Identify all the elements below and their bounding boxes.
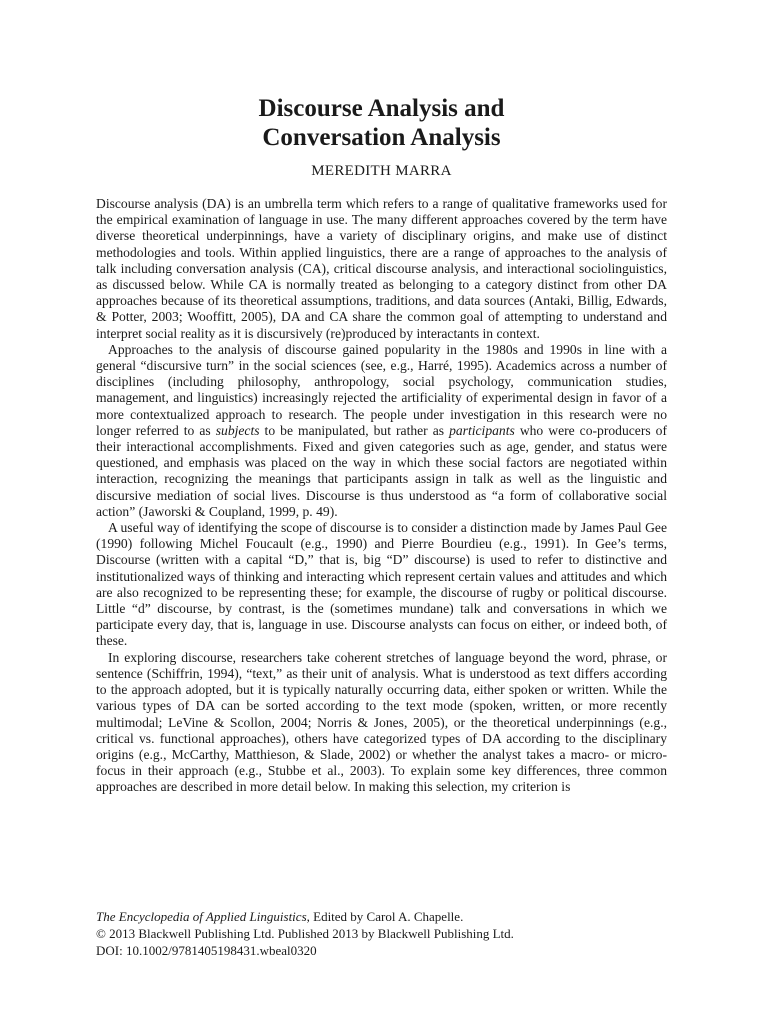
article-title <box>96 94 667 152</box>
title-line-1: Discourse Analysis and <box>258 95 505 122</box>
footer-citation <box>96 908 667 925</box>
paragraph-2 <box>96 342 667 520</box>
paragraph-text: A useful way of identifying the scope of discourse is to consider a distinction made by James Paul Gee (1990) following Michel Foucault (e.g., 1990) and Pierre Bourdieu (e.g., 1991). In Gee’s terms, Discourse (written with a capital “D,” that is, big “D” discourse) is used to refer to distinctive and institutionalized ways of thinking and interacting which represent certain values and attitudes and which are also recognized to be representing these; for example, the discourse of rugby or political discourse. Little “d” discourse, by contrast, is the (sometimes mundane) talk and conversations in which we participate every day, that is, language in use. Discourse analysts can focus on either, or indeed both, of these. <box>96 520 667 649</box>
title-line-2: Conversation Analysis <box>262 124 501 151</box>
paragraph-3 <box>96 520 667 650</box>
paragraph-1 <box>96 196 667 342</box>
paragraph-4 <box>96 650 667 796</box>
paragraph-text: In exploring discourse, researchers take coherent stretches of language beyond the word, phrase, or sentence (Schiffrin, 1994), “text,” as their unit of analysis. What is understood as text differs according to the approach adopted, but it is typically naturally occurring data, either spoken or written. While the various types of DA can be sorted according to the text mode (spoken, written, or more recently multimodal; LeVine & Scollon, 2004; Norris & Jones, 2005), or the theoretical underpinnings (e.g., critical vs. functional approaches), others have categorized types of DA according to the disciplinary origins (e.g., McCarthy, Matthieson, & Slade, 2002) or whether the analyst takes a macro- or micro-focus in their approach (e.g., Stubbe et al., 2003). To explain some key differences, three common approaches are described in more detail below. In making this selection, my criterion is <box>96 649 667 795</box>
publication-footer <box>96 908 667 959</box>
paragraph-text: to be manipulated, but rather as <box>259 422 450 438</box>
article-page <box>96 94 667 796</box>
footer-copyright: © 2013 Blackwell Publishing Ltd. Published 2013 by Blackwell Publishing Ltd. <box>96 926 514 941</box>
emphasized-term: participants <box>449 422 515 438</box>
paragraph-text: Discourse analysis (DA) is an umbrella term which refers to a range of qualitative frameworks used for the empirical examination of language in use. The many different approaches covered by the term have diverse theoretical underpinnings, have a variety of disciplinary origins, and make use of distinct methodologies and tools. Within applied linguistics, there are a range of approaches to the analysis of talk including conversation analysis (CA), critical discourse analysis, and interactional sociolinguistics, as discussed below. While CA is normally treated as belonging to a category distinct from other DA approaches because of its theoretical assumptions, traditions, and data sources (Antaki, Billig, Edwards, & Potter, 2003; Wooffitt, 2005), DA and CA share the common goal of attempting to understand and interpret social reality as it is discursively (re)produced by interactants in context. <box>96 196 667 341</box>
article-body <box>96 196 667 796</box>
footer-doi: DOI: 10.1002/9781405198431.wbeal0320 <box>96 943 317 958</box>
emphasized-term: subjects <box>215 422 260 438</box>
paragraph-text: who were co-producers of their interactional accomplishments. Fixed and given categories such as age, gender, and status were questioned, and emphasis was placed on the way in which these social factors are negotiated within interaction, recognizing the meanings that participants assign in talk as well as the linguistic and discursive mediation of social lives. Discourse is thus understood as “a form of collaborative social action” (Jaworski & Coupland, 1999, p. 49). <box>96 422 667 519</box>
footer-editor: , Edited by Carol A. Chapelle. <box>306 909 464 924</box>
paragraph-text: Approaches to the analysis of discourse gained popularity in the 1980s and 1990s in line with a general “discursive turn” in the social sciences (see, e.g., Harré, 1995). Academics across a number of disciplines (including philosophy, anthropology, social psychology, communication studies, management, and linguistics) increasingly rejected the artificiality of experimental design in favor of a more contextualized approach to research. The people under investigation in this research were no longer referred to as <box>96 341 667 438</box>
author-name: MEREDITH MARRA <box>311 163 452 179</box>
encyclopedia-title: The Encyclopedia of Applied Linguistics <box>96 909 307 924</box>
